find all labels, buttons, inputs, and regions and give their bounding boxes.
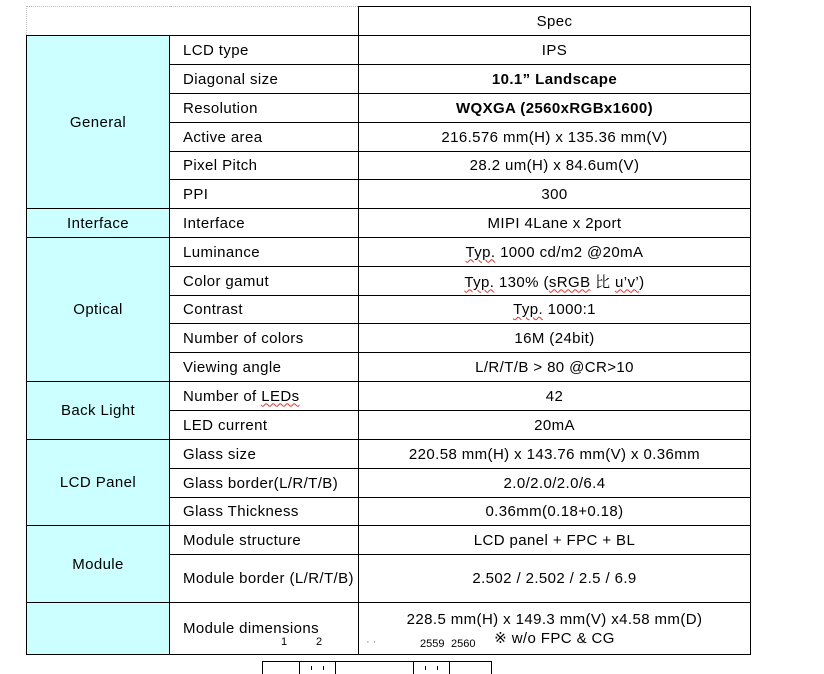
spec-header: Spec: [359, 7, 751, 36]
item-color-gamut: Color gamut: [170, 267, 359, 296]
item-led-current: LED current: [170, 411, 359, 440]
group-back-light: Back Light: [27, 382, 170, 440]
ruler-tick: [299, 662, 300, 674]
item-ppi: PPI: [170, 180, 359, 209]
value-interface: MIPI 4Lane x 2port: [359, 209, 751, 238]
group-general: General: [27, 36, 170, 209]
value-active-area: 216.576 mm(H) x 135.36 mm(V): [359, 123, 751, 152]
item-lcd-type: LCD type: [170, 36, 359, 65]
value-module-dimensions: [359, 603, 751, 655]
item-viewing-angle: Viewing angle: [170, 353, 359, 382]
value-color-gamut-typ: Typ.: [464, 273, 495, 291]
item-active-area: Active area: [170, 123, 359, 152]
value-lcd-type: IPS: [359, 36, 751, 65]
pixel-ruler-box: [262, 661, 492, 674]
spec-table: [26, 6, 751, 655]
ruler-label-1: 1: [281, 636, 288, 648]
value-contrast-typ: Typ.: [513, 301, 544, 318]
item-number-of-leds-word: LEDs: [261, 387, 300, 405]
item-number-of-leds: [170, 382, 359, 411]
value-module-border: 2.502 / 2.502 / 2.5 / 6.9: [359, 555, 751, 603]
ruler-tick-minor: [425, 666, 426, 670]
item-contrast: Contrast: [170, 296, 359, 324]
ruler-tick: [335, 662, 336, 674]
value-glass-border: 2.0/2.0/2.0/6.4: [359, 469, 751, 498]
value-color-gamut-srgb: sRGB: [548, 273, 591, 291]
group-interface: Interface: [27, 209, 170, 238]
ruler-label-2559: 2559: [420, 638, 445, 650]
group-blank: [27, 603, 170, 655]
item-number-of-colors: Number of colors: [170, 324, 359, 353]
value-viewing-angle: L/R/T/B > 80 @CR>10: [359, 353, 751, 382]
value-color-gamut-uv: u’v’: [615, 273, 640, 291]
value-glass-size: 220.58 mm(H) x 143.76 mm(V) x 0.36mm: [359, 440, 751, 469]
ruler-tick: [449, 662, 450, 674]
value-contrast: [359, 296, 751, 324]
value-luminance-typ: Typ.: [465, 243, 496, 261]
item-module-dimensions: Module dimensions: [170, 603, 359, 655]
ruler-tick: [413, 662, 414, 674]
ruler-tick-minor: [311, 666, 312, 670]
value-module-dimensions-line1: 228.5 mm(H) x 149.3 mm(V) x4.58 mm(D): [406, 610, 703, 628]
ruler-tick-minor: [437, 666, 438, 670]
group-module: Module: [27, 526, 170, 603]
item-interface: Interface: [170, 209, 359, 238]
ruler-label-2: 2: [316, 636, 323, 648]
value-pixel-pitch: 28.2 um(H) x 84.6um(V): [359, 152, 751, 180]
group-optical: Optical: [27, 238, 170, 382]
group-lcd-panel: LCD Panel: [27, 440, 170, 526]
item-glass-thickness: Glass Thickness: [170, 498, 359, 526]
value-module-structure: LCD panel + FPC + BL: [359, 526, 751, 555]
item-pixel-pitch: Pixel Pitch: [170, 152, 359, 180]
value-number-of-leds: 42: [359, 382, 751, 411]
item-glass-border: Glass border(L/R/T/B): [170, 469, 359, 498]
value-led-current: 20mA: [359, 411, 751, 440]
value-number-of-colors: 16M (24bit): [359, 324, 751, 353]
item-module-structure: Module structure: [170, 526, 359, 555]
item-module-border: Module border (L/R/T/B): [170, 555, 359, 603]
value-ppi: 300: [359, 180, 751, 209]
item-number-of-leds-prefix: Number of: [183, 387, 262, 405]
value-luminance-rest: 1000 cd/m2 @20mA: [495, 243, 644, 261]
value-color-gamut-ratio: 比: [595, 273, 611, 291]
value-glass-thickness: 0.36mm(0.18+0.18): [359, 498, 751, 526]
value-color-gamut-pct: 130% (: [494, 273, 549, 291]
value-diagonal-size: 10.1” Landscape: [359, 65, 751, 94]
value-luminance: [359, 238, 751, 267]
value-contrast-rest: 1000:1: [543, 301, 596, 318]
value-module-dimensions-line2: ※ w/o FPC & CG: [494, 629, 615, 647]
ruler-label-2560: 2560: [451, 638, 476, 650]
item-glass-size: Glass size: [170, 440, 359, 469]
value-color-gamut: [359, 267, 751, 296]
item-diagonal-size: Diagonal size: [170, 65, 359, 94]
value-resolution: WQXGA (2560xRGBx1600): [359, 94, 751, 123]
item-resolution: Resolution: [170, 94, 359, 123]
value-color-gamut-close: ): [639, 273, 645, 291]
blank-header-cell: [27, 7, 359, 36]
item-luminance: Luminance: [170, 238, 359, 267]
ruler-dots: · ·: [366, 636, 377, 648]
ruler-tick-minor: [323, 666, 324, 670]
